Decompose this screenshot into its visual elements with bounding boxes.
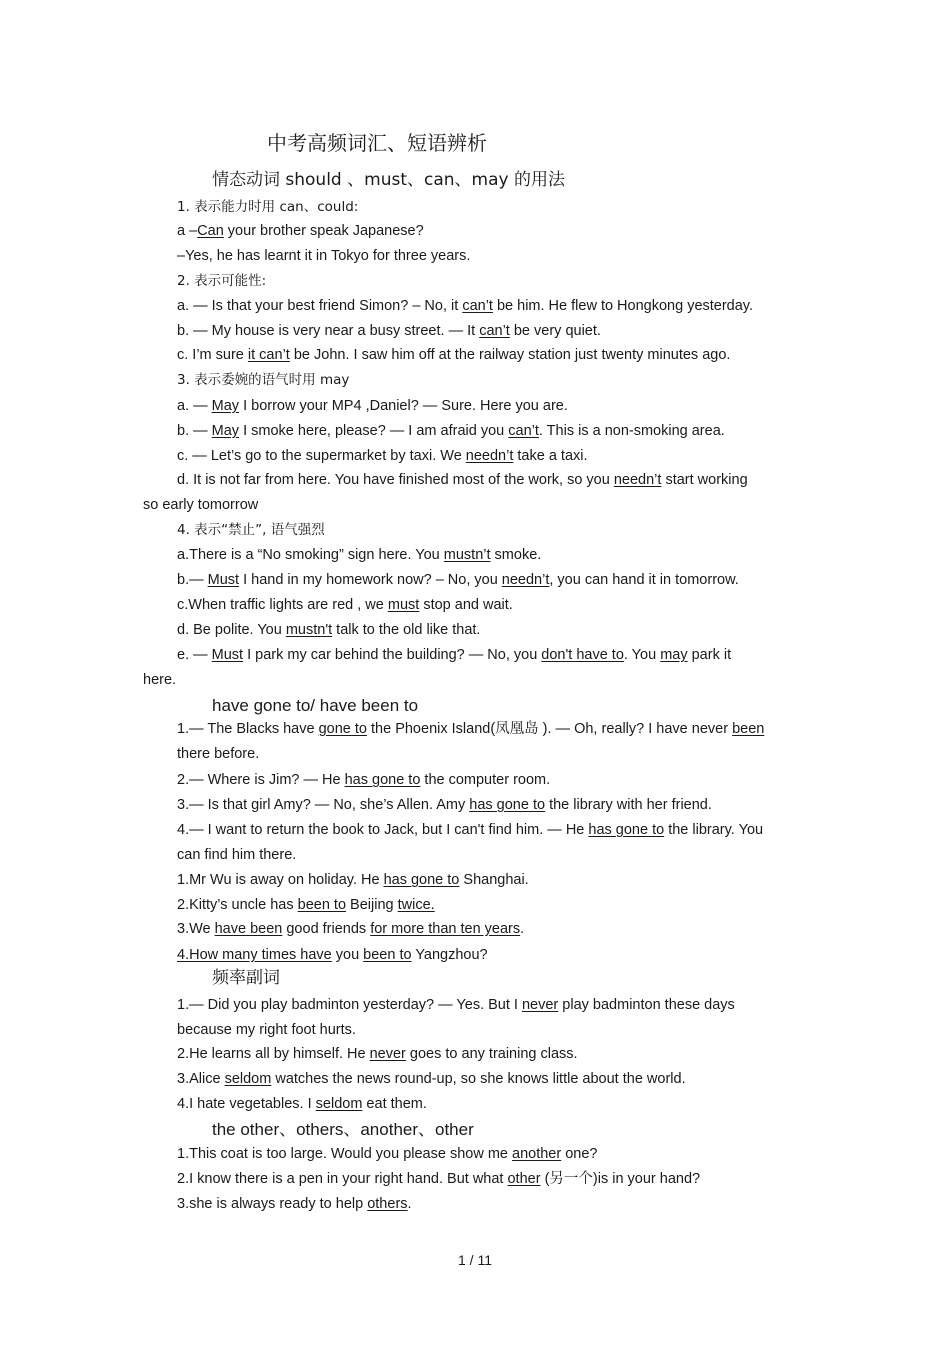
page-title: 中考高频词汇、短语辨析 [267,131,487,155]
sentence-line: 2.He learns all by himself. He never goes to any training class. [177,1046,578,1062]
sentence-line: 1.Mr Wu is away on holiday. He has gone to Shanghai. [177,872,529,888]
sentence-line: b.— Must I hand in my homework now? – No, you needn’t, you can hand it in tomorrow. [177,572,739,588]
sentence-line: so early tomorrow [143,497,259,513]
sentence-line: d. It is not far from here. You have finished most of the work, so you needn’t start working [177,472,748,488]
modal-item2-head: 2. 表示可能性: [177,273,267,289]
sentence-line: because my right foot hurts. [177,1022,356,1038]
modal-item3-head: 3. 表示委婉的语气时用 may [177,372,350,388]
sentence-line: 4.How many times have you been to Yangzhou? [177,947,488,963]
sentence-line: c. I’m sure it can’t be John. I saw him off at the railway station just twenty minutes ago. [177,347,731,363]
sentence-line: a.There is a “No smoking” sign here. You mustn’t smoke. [177,547,542,563]
modal-item4-head: 4. 表示“禁止”, 语气强烈 [177,522,325,538]
sentence-line: 2.— Where is Jim? — He has gone to the computer room. [177,772,551,788]
section-heading-frequency: 频率副词 [212,968,280,988]
sentence-line: c.When traffic lights are red , we must stop and wait. [177,597,513,613]
sentence-line: 3.Alice seldom watches the news round-up, so she knows little about the world. [177,1071,686,1087]
sentence-line: a –Can your brother speak Japanese? [177,223,424,239]
sentence-line: c. — Let’s go to the supermarket by taxi. We needn’t take a taxi. [177,448,588,464]
sentence-line: 4.— I want to return the book to Jack, but I can't find him. — He has gone to the library. You [177,822,764,838]
sentence-line: 3.We have been good friends for more than ten years. [177,921,525,937]
modal-item1-head: 1. 表示能力时用 can、could: [177,199,359,215]
section-heading-other: the other、others、another、other [212,1120,474,1139]
sentence-line: 3.she is always ready to help others. [177,1196,412,1212]
sentence-line: –Yes, he has learnt it in Tokyo for three years. [177,248,471,264]
page-number: 1 / 11 [458,1252,492,1268]
sentence-line: there before. [177,746,260,762]
sentence-line: 1.This coat is too large. Would you please show me another one? [177,1146,598,1162]
sentence-line: can find him there. [177,847,297,863]
sentence-line: a. — May I borrow your MP4 ,Daniel? — Sure. Here you are. [177,398,568,414]
sentence-line: here. [143,672,177,688]
section-heading-modal: 情态动词 should 、must、can、may 的用法 [212,170,565,190]
sentence-line: 4.I hate vegetables. I seldom eat them. [177,1096,427,1112]
sentence-line: 1.— The Blacks have gone to the Phoenix Island(凤凰岛 ). — Oh, really? I have never been [177,721,765,737]
sentence-line: 2.I know there is a pen in your right hand. But what other (另一个)is in your hand? [177,1171,701,1187]
sentence-line: 3.— Is that girl Amy? — No, she’s Allen. Amy has gone to the library with her friend. [177,797,712,813]
sentence-line: b. — My house is very near a busy street. — It can’t be very quiet. [177,323,601,339]
sentence-line: 1.— Did you play badminton yesterday? — Yes. But I never play badminton these days [177,997,735,1013]
sentence-line: b. — May I smoke here, please? — I am afraid you can’t. This is a non-smoking area. [177,423,725,439]
sentence-line: e. — Must I park my car behind the building? — No, you don't have to. You may park it [177,647,732,663]
section-heading-gone-been: have gone to/ have been to [212,696,419,715]
sentence-line: a. — Is that your best friend Simon? – No, it can’t be him. He flew to Hongkong yesterday. [177,298,754,314]
sentence-line: d. Be polite. You mustn't talk to the old like that. [177,622,481,638]
sentence-line: 2.Kitty’s uncle has been to Beijing twice. [177,897,435,913]
